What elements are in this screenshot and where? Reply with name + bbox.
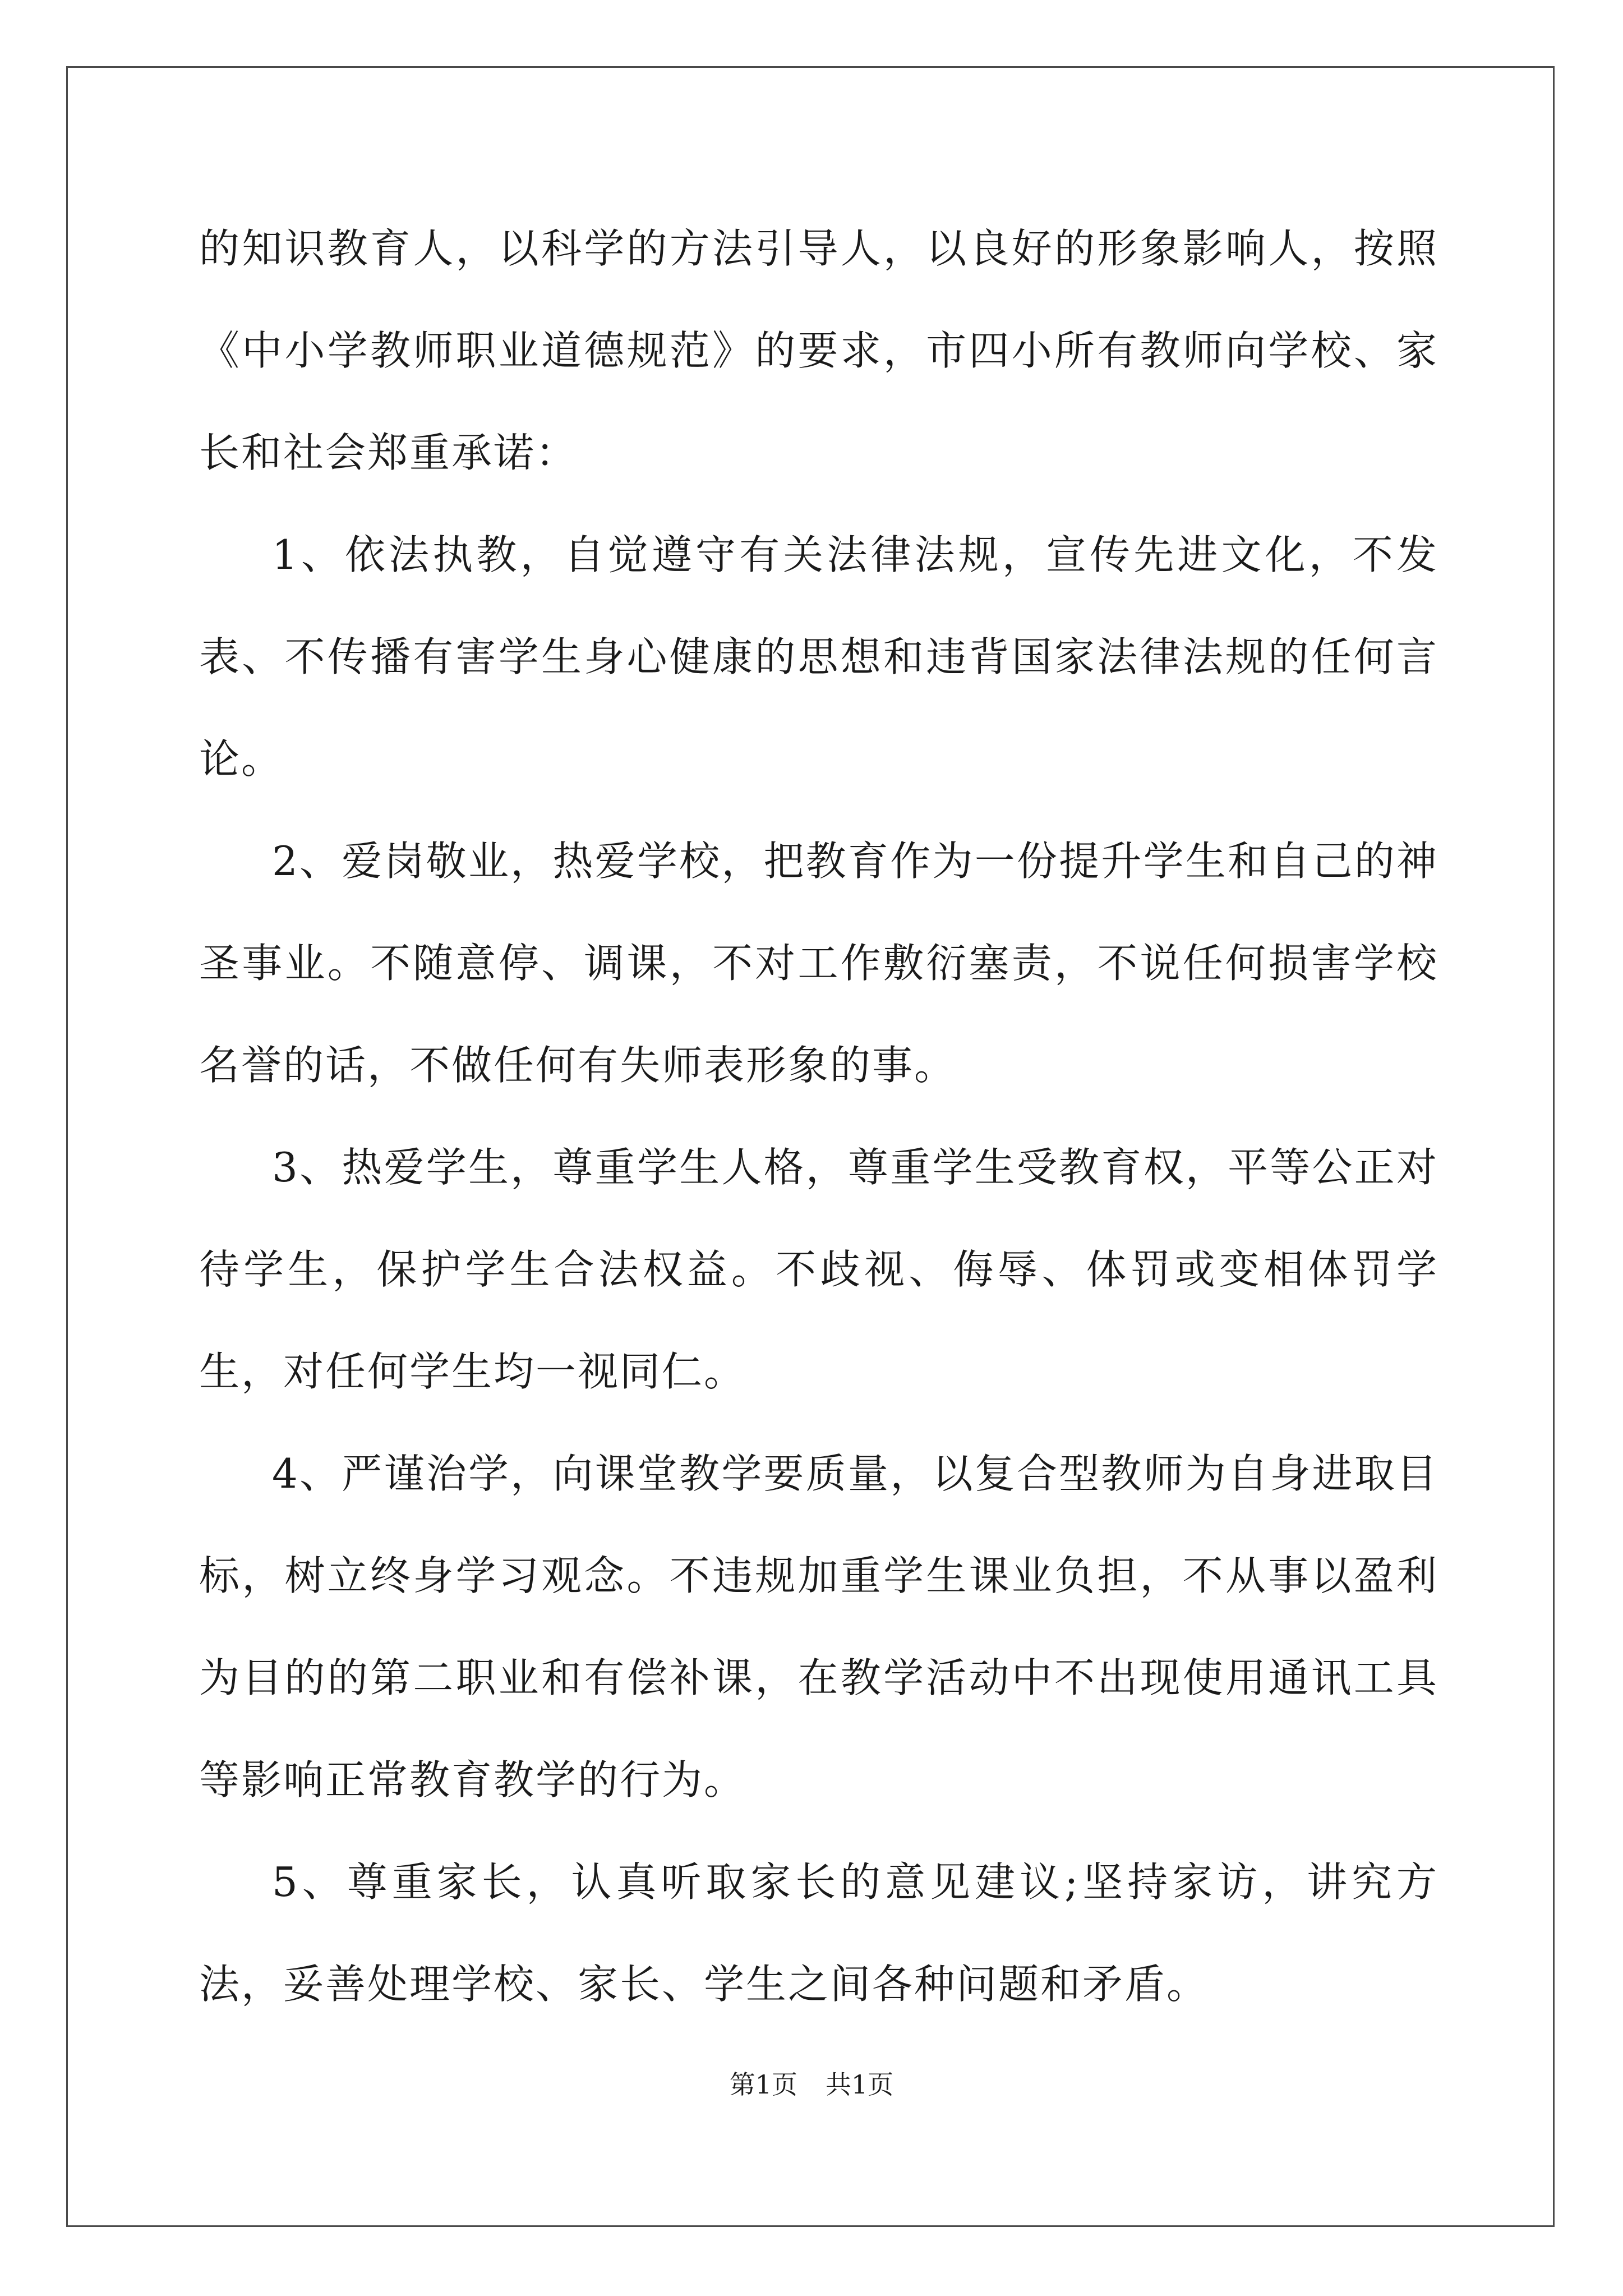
page-number: 第1页 — [729, 2069, 797, 2100]
page-total: 共1页 — [826, 2069, 894, 2100]
paragraph-item-2: 2、爱岗敬业，热爱学校，把教育作为一份提升学生和自己的神圣事业。不随意停、调课，不对工作敷衍塞责，不说任何损害学校名誉的话，不做任何有失师表形象的事。 — [199, 838, 1438, 1089]
paragraph-item-1: 1、依法执教，自觉遵守有关法律法规，宣传先进文化，不发表、不传播有害学生身心健康的思想和违背国家法律法规的任何言论。 — [199, 531, 1438, 783]
paragraph-intro: 的知识教育人，以科学的方法引导人，以良好的形象影响人，按照《中小学教师职业道德规范》的要求，市四小所有教师向学校、家长和社会郑重承诺： — [199, 225, 1438, 476]
paragraph-item-4: 4、严谨治学，向课堂教学要质量，以复合型教师为自身进取目标，树立终身学习观念。不违规加重学生课业负担，不从事以盈利为目的的第二职业和有偿补课，在教学活动中不出现使用通讯工具等影响正常教育教学的行为。 — [199, 1450, 1438, 1803]
paragraph-item-3: 3、热爱学生，尊重学生人格，尊重学生受教育权，平等公正对待学生，保护学生合法权益。不歧视、侮辱、体罚或变相体罚学生，对任何学生均一视同仁。 — [199, 1144, 1438, 1395]
page-footer — [0, 2064, 1623, 2101]
paragraph-item-5: 5、尊重家长，认真听取家长的意见建议;坚持家访，讲究方法，妥善处理学校、家长、学生之间各种问题和矛盾。 — [199, 1858, 1438, 2008]
document-body — [199, 197, 1438, 2035]
